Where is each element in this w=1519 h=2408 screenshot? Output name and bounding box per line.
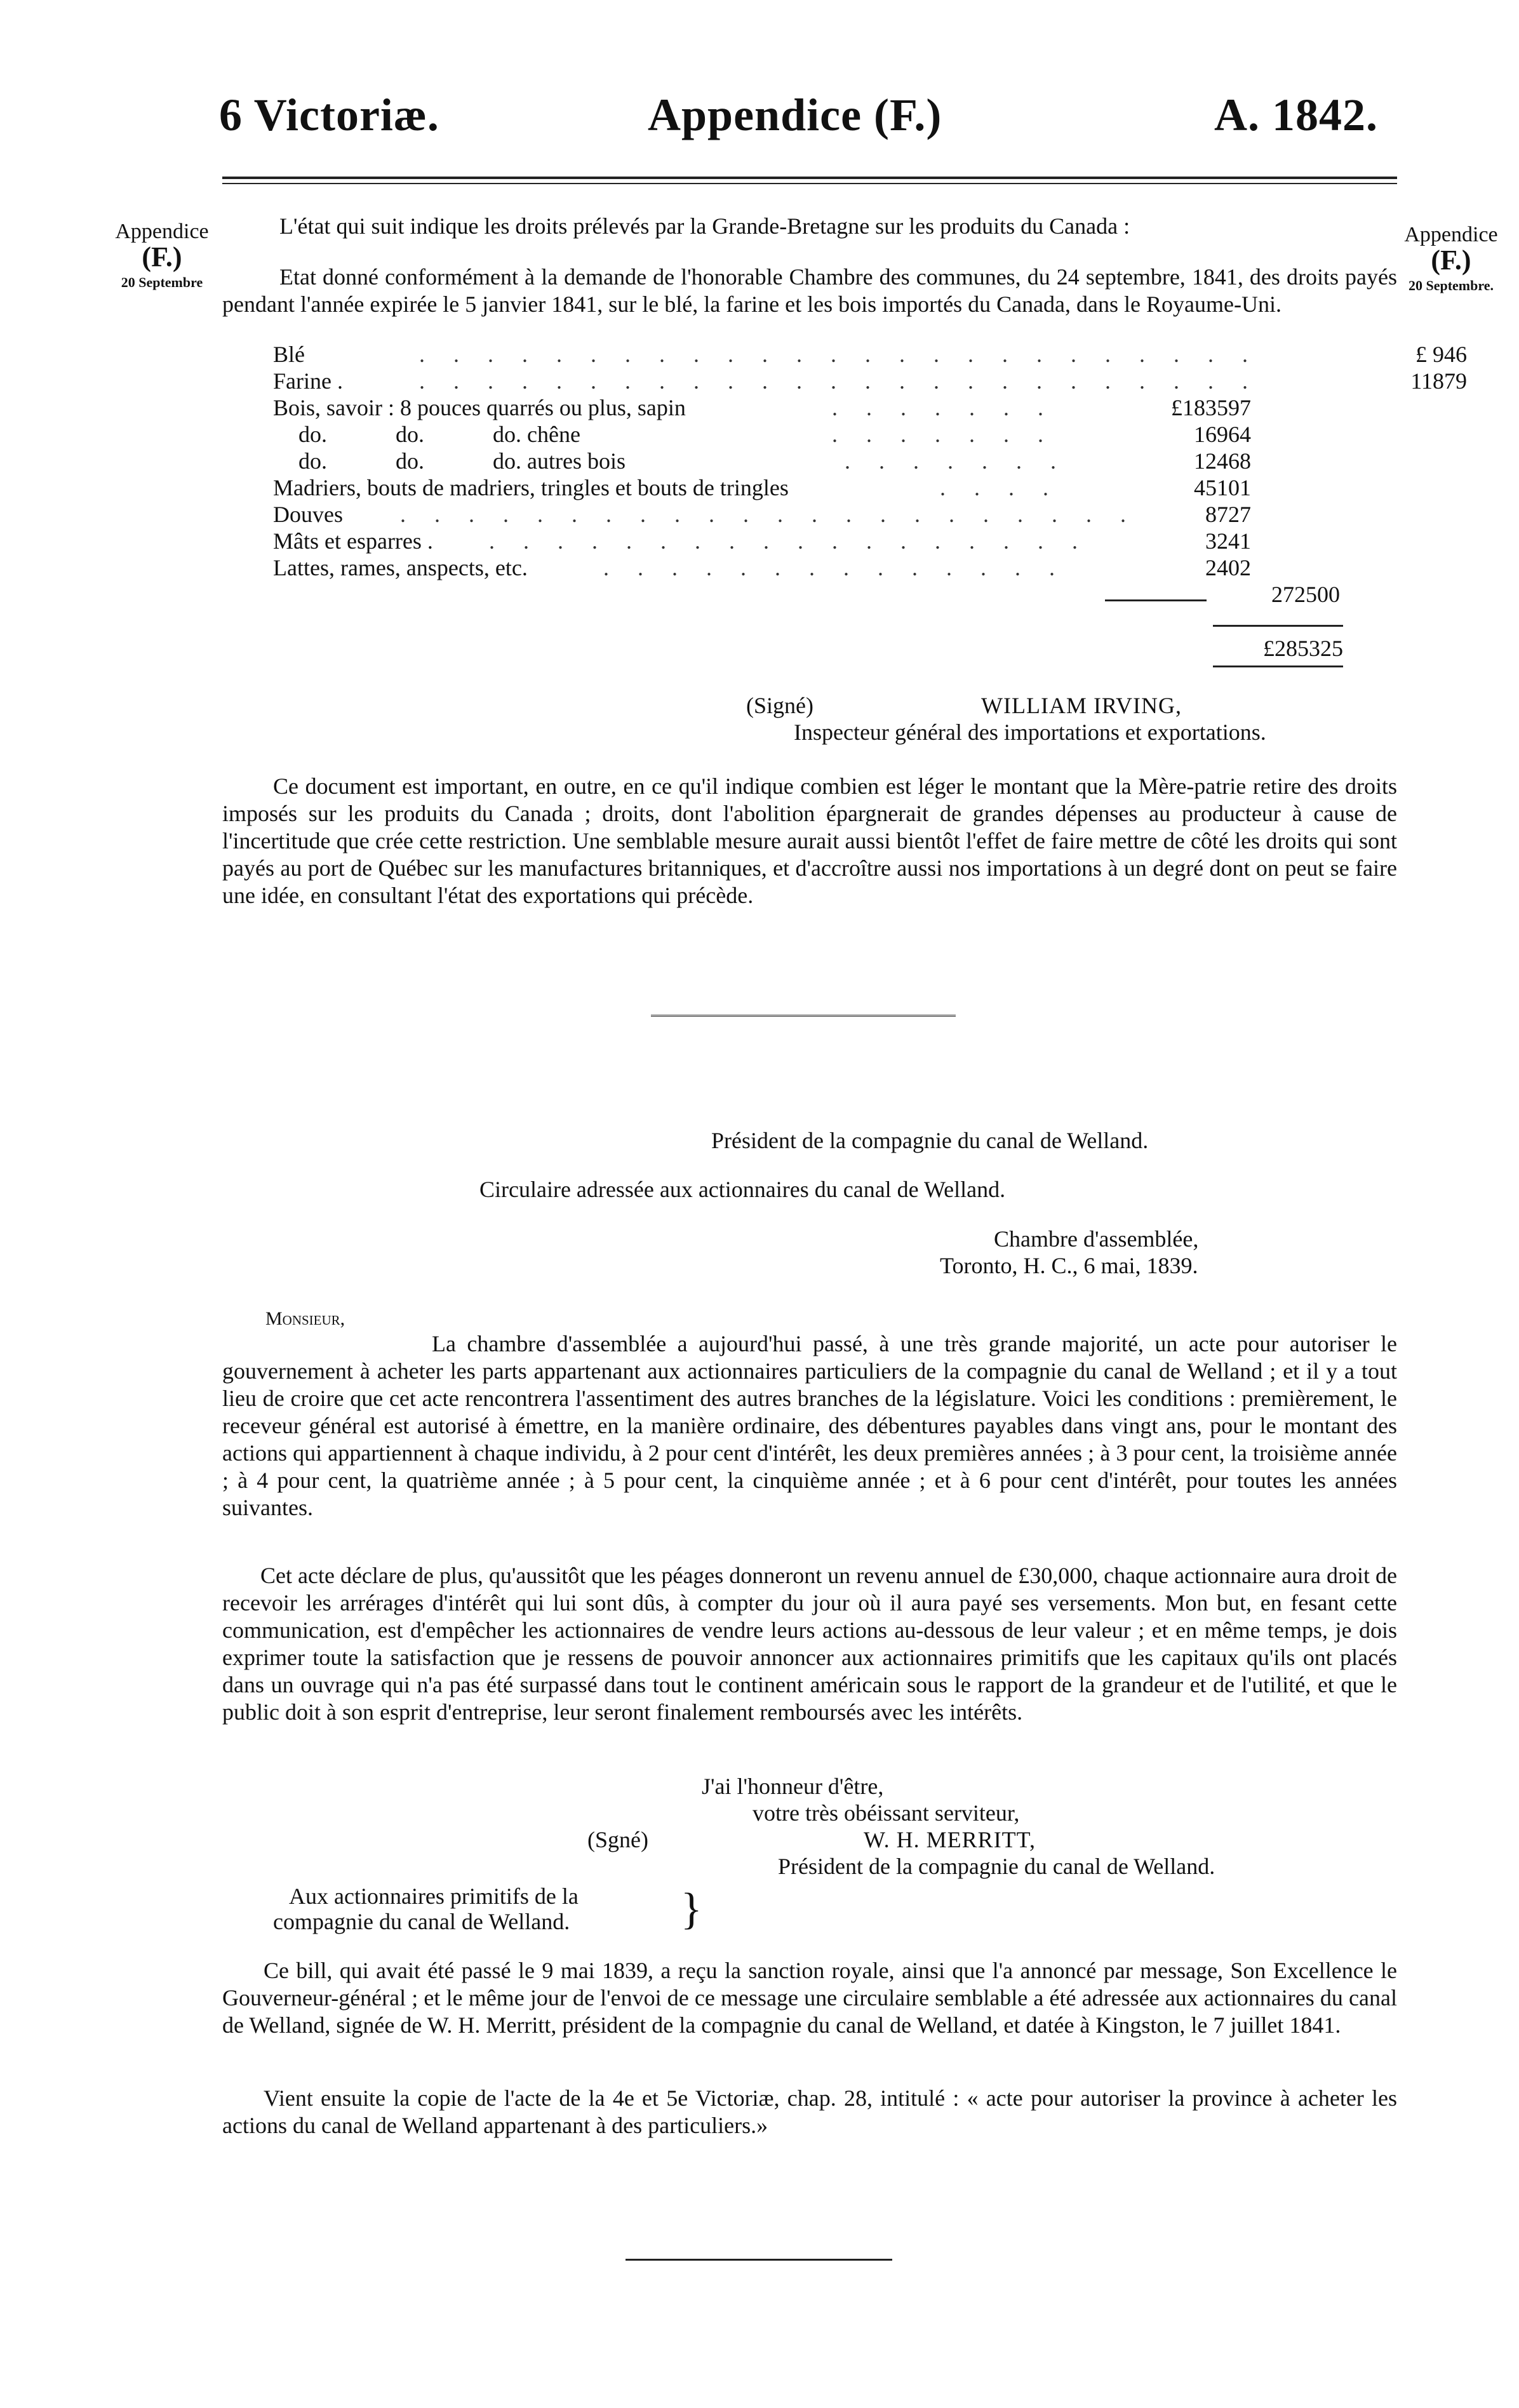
section-divider [651, 1015, 956, 1019]
row-label: do. do. do. chêne [298, 422, 580, 447]
table-row [273, 448, 1353, 474]
signatory-title: Inspecteur général des importations et exportations. [794, 719, 1266, 745]
statement-text: Etat donné conformément à la demande de l'honorable Chambre des communes, du 24 septembre, 1841, des droits payés pendant l'année expirée le 5 janvier 1841, sur le blé, la farine et les bois importés du Canada, dans le Royaume-Uni. [222, 264, 1397, 317]
header-rule [222, 177, 1397, 184]
table-row [273, 421, 1353, 448]
paragraph-g-3: Ce bill, qui avait été passé le 9 mai 1839, a reçu la sanction royale, ainsi que l'a annoncé par message, Son Excellence le Gouverneur-général ; et le même jour de l'envoi de ce message une circulaire semblable a été adressée aux actionnaires du canal de Welland, signée de W. H. Merritt, président de la compagnie du canal de Welland, et datée à Kingston, le 7 juillet 1841. [222, 1958, 1397, 2038]
header-session: 6 Victoriæ. [219, 90, 439, 140]
signatory-title-g: Président de la compagnie du canal de Welland. [778, 1854, 1215, 1879]
appendix-g-title: Président de la compagnie du canal de Welland. [711, 1128, 1149, 1153]
table-row [273, 368, 1467, 394]
margin-right-date: 20 Septembre. [1408, 278, 1494, 293]
row-value-col1: 8727 [1205, 502, 1251, 527]
row-value-col1: 3241 [1205, 528, 1251, 554]
row-value-col1: 12468 [1194, 448, 1251, 474]
subtotal-value: 272500 [1271, 582, 1340, 607]
table-row [273, 501, 1353, 528]
leader-dots: . . . . . . . [832, 422, 1055, 447]
row-value-col2: £ 946 [1415, 342, 1467, 367]
row-label: Blé [273, 342, 305, 367]
leader-dots: . . . . . . . . . . . . . . . . . . . . . . . . . [419, 368, 1259, 394]
row-value-col1: £183597 [1171, 395, 1251, 420]
paragraph-g-4: Vient ensuite la copie de l'acte de la 4e et 5e Victoriæ, chap. 28, intitulé : « acte pour autoriser la province à acheter les actions du canal de Welland appartenant à des particuliers.» [222, 2085, 1397, 2138]
row-value-col1: 45101 [1194, 475, 1251, 500]
leader-dots: . . . . . . . [832, 395, 1055, 420]
margin-note-right [1384, 222, 1518, 298]
row-value-col2: 11879 [1410, 368, 1467, 394]
row-label: do. do. do. autres bois [298, 448, 626, 474]
margin-right-label: Appendice [1404, 223, 1498, 246]
addressee-line-1: Aux actionnaires primitifs de la [289, 1883, 579, 1909]
leader-dots: . . . . . . . . . . . . . . . . . . [489, 528, 1089, 554]
total-rule-bottom [1213, 666, 1343, 667]
addressee-brace: } [681, 1885, 702, 1934]
margin-left-label: Appendice [115, 220, 209, 243]
leader-dots: . . . . . . . . . . . . . . [603, 555, 1066, 580]
margin-left-letter: (F.) [142, 241, 182, 272]
table-row [273, 554, 1353, 581]
end-rule [626, 2259, 892, 2261]
table-row [273, 394, 1353, 421]
place-line-2: Toronto, H. C., 6 mai, 1839. [940, 1253, 1198, 1278]
closing-line-2: votre très obéissant serviteur, [753, 1800, 1020, 1826]
row-label: Douves [273, 502, 343, 527]
paragraph-g-1: La chambre d'assemblée a aujourd'hui passé, à une très grande majorité, un acte pour autoriser le gouvernement à acheter les parts appartenant aux actionnaires particuliers de la compagnie du canal de Welland ; et il y a tout lieu de croire que cet acte rencontrera l'assentiment des autres branches de la législature. Voici les conditions : premièrement, le receveur général est autorisé à émettre, en la manière ordinaire, des débentures payables dans vingt ans, pour le montant des actions qui appartiennent à chaque individu, à 2 pour cent d'intérêt, les deux premières années ; à 3 pour cent, la troisième année ; à 4 pour cent, la quatrième année ; à 5 pour cent, la cinquième année ; et à 6 pour cent d'intérêt, pour toutes les années suivantes. [222, 1331, 1397, 1520]
salutation: Monsieur, [265, 1308, 345, 1329]
table-row [273, 474, 1353, 501]
subtotal-rule [1105, 599, 1207, 601]
margin-left-date: 20 Septembre [121, 274, 203, 290]
row-label: Mâts et esparres . [273, 528, 433, 554]
leader-dots: . . . . . . . [845, 448, 1067, 474]
margin-right-letter: (F.) [1431, 244, 1471, 276]
row-value-col1: 2402 [1205, 555, 1251, 580]
paragraph-g-2: Cet acte déclare de plus, qu'aussitôt que les péages donneront un revenu annuel de £30,000, chaque actionnaire aura droit de recevoir les arrérages d'intérêt qui lui sont dûs, à compter du jour où il aura payé ses versements. Mon but, en fesant cette communication, est d'empêcher les actionnaires de vendre leurs actions au-dessous de leur valeur ; et en même temps, je dois exprimer toute la satisfaction que je ressens de pouvoir annoncer aux actionnaires primitifs que les capitaux qu'ils ont placés dans un ouvrage qui n'a pas été surpassé dans tout le continent américain sous le rapport de la grandeur et de l'utilité, et que le public doit à son esprit d'entreprise, leur seront finalement remboursés avec les intérêts. [222, 1563, 1397, 1725]
margin-note-left [95, 219, 229, 295]
signed-label-g: (Sgné) [587, 1827, 648, 1852]
signatory-name-g: W. H. MERRITT, [864, 1827, 1036, 1852]
total-value: £285325 [1263, 636, 1343, 661]
row-value-col1: 16964 [1194, 422, 1251, 447]
table-row [273, 528, 1353, 554]
row-label: Farine . [273, 368, 343, 394]
leader-dots: . . . . . . . . . . . . . . . . . . . . . . [400, 502, 1137, 527]
row-label: Madriers, bouts de madriers, tringles et bouts de tringles [273, 475, 789, 500]
header-appendix-title: Appendice (F.) [648, 90, 942, 140]
place-line-1: Chambre d'assemblée, [994, 1226, 1199, 1252]
row-label: Lattes, rames, anspects, etc. [273, 555, 528, 580]
signed-label: (Signé) [746, 693, 813, 718]
addressee-line-2: compagnie du canal de Welland. [273, 1909, 570, 1934]
leader-dots: . . . . [940, 475, 1060, 500]
appendix-g-subtitle: Circulaire adressée aux actionnaires du canal de Welland. [479, 1177, 1006, 1202]
closing-line-1: J'ai l'honneur d'être, [702, 1774, 884, 1799]
table-row [273, 341, 1467, 368]
total-rule-top [1213, 625, 1343, 627]
header-year: A. 1842. [1214, 90, 1378, 140]
intro-text: L'état qui suit indique les droits prélevés par la Grande-Bretagne sur les produits du Canada : [279, 213, 1130, 239]
row-label: Bois, savoir : 8 pouces quarrés ou plus, sapin [273, 395, 686, 420]
signatory-name: WILLIAM IRVING, [981, 693, 1182, 718]
leader-dots: . . . . . . . . . . . . . . . . . . . . . . . . . [419, 342, 1259, 367]
paragraph-f: Ce document est important, en outre, en ce qu'il indique combien est léger le montant que la Mère-patrie retire des droits imposés sur les produits du Canada ; droits, dont l'abolition épargnerait de grandes dépenses au producteur à cause de l'incertitude que crée cette restriction. Une semblable mesure aurait aussi bientôt l'effet de faire mettre de côté les droits qui sont payés au port de Québec sur les manufactures britanniques, et d'accroître aussi nos importations à un degré dont on peut se faire une idée, en consultant l'état des exportations qui précède. [222, 773, 1397, 908]
